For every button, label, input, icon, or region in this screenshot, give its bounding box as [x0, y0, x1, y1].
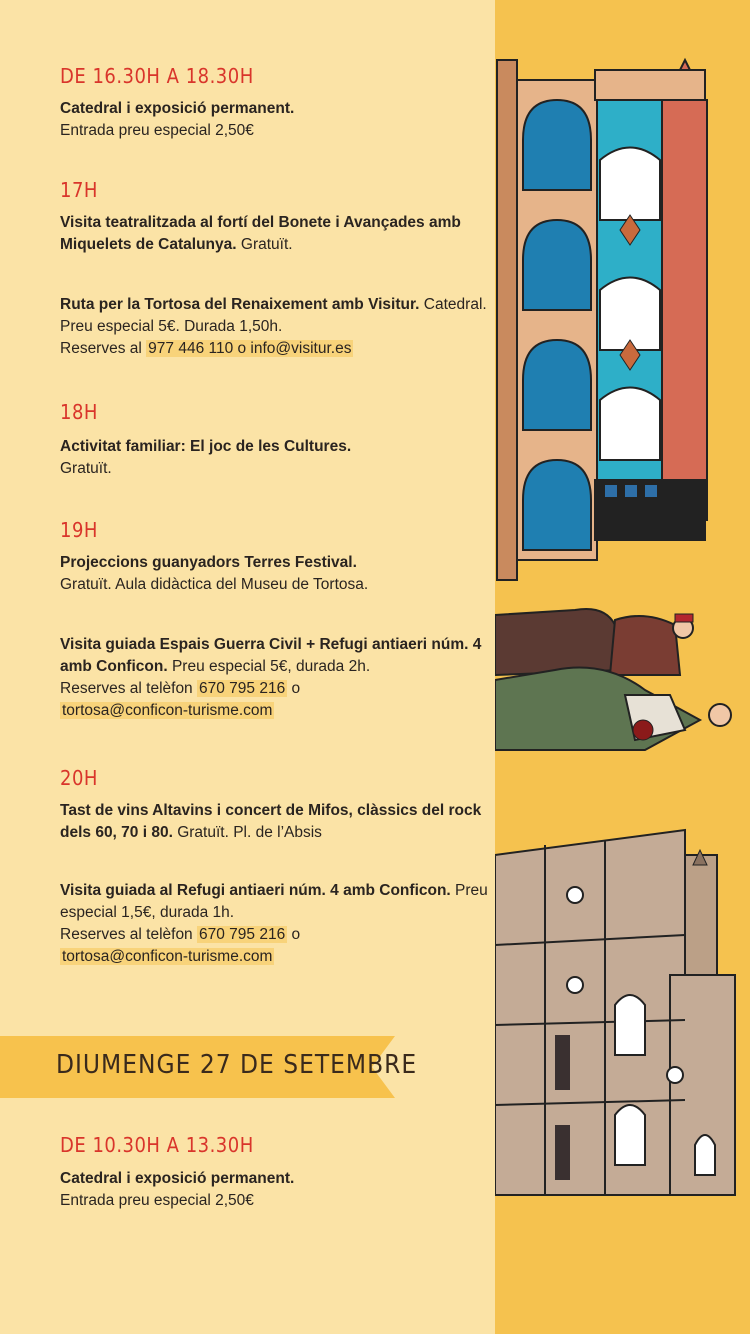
reserve-label: Reserves al telèfon	[60, 926, 193, 943]
illustration-panel	[495, 0, 750, 1334]
reserve-label: Reserves al	[60, 340, 142, 357]
event-title: Catedral i exposició permanent.	[60, 1170, 295, 1187]
event-detail: Catedral. Preu especial 5€. Durada 1,50h.	[60, 296, 487, 335]
cathedral-facade-illustration	[495, 825, 750, 1205]
event-title: Visita guiada Espais Guerra Civil + Refugi antiaeri núm. 4 amb Conficon.	[60, 636, 482, 675]
event-espais-guerra-civil	[60, 634, 490, 722]
event-detail: Entrada preu especial 2,50€	[60, 122, 254, 139]
day-banner-label: DIUMENGE 27 DE SETEMBRE	[56, 1050, 418, 1080]
event-cathedral-sunday	[60, 1168, 490, 1212]
reserve-phone[interactable]: 670 795 216	[199, 926, 286, 943]
time-slot-3: 18H	[60, 400, 98, 424]
event-refugi-antiaeri	[60, 880, 490, 968]
event-title: Catedral i exposició permanent.	[60, 100, 295, 117]
time-slot-1: DE 16.30H A 18.30H	[60, 64, 254, 88]
event-detail: Gratuït. Aula didàctica del Museu de Tortosa.	[60, 576, 369, 593]
event-title: Activitat familiar: El joc de les Cultures.	[60, 438, 352, 455]
event-detail: Gratuït. Pl. de l’Absis	[177, 824, 322, 841]
event-ruta-renaixement	[60, 294, 490, 360]
reserve-or: o	[291, 926, 301, 943]
reserve-email[interactable]: tortosa@conficon-turisme.com	[62, 948, 273, 965]
event-detail: Preu especial 5€, durada 2h.	[171, 658, 371, 675]
event-detail: Preu especial 1,5€, durada 1h.	[60, 882, 488, 921]
arcade-building-illustration	[495, 40, 750, 600]
event-detail: Entrada preu especial 2,50€	[60, 1192, 254, 1209]
reserve-contact[interactable]: 977 446 110 o info@visitur.es	[148, 340, 352, 357]
event-joc-cultures	[60, 436, 490, 480]
event-visita-teatralitzada	[60, 212, 490, 256]
event-title: Ruta per la Tortosa del Renaixement amb Visitur.	[60, 296, 420, 313]
reserve-email[interactable]: tortosa@conficon-turisme.com	[62, 702, 273, 719]
event-cathedral	[60, 98, 490, 142]
event-tast-vins	[60, 800, 490, 844]
time-slot-sunday: DE 10.30H A 13.30H	[60, 1133, 254, 1157]
event-title: Tast de vins Altavins i concert de Mifos, clàssics del rock dels 60, 70 i 80.	[60, 802, 482, 841]
event-title: Projeccions guanyadors Terres Festival.	[60, 554, 357, 571]
event-title: Visita teatralitzada al fortí del Bonete i Avançades amb Miquelets de Catalunya.	[60, 214, 461, 253]
event-projeccions	[60, 552, 490, 596]
event-title: Visita guiada al Refugi antiaeri núm. 4 amb Conficon.	[60, 882, 451, 899]
time-slot-2: 17H	[60, 178, 98, 202]
reserve-or: o	[291, 680, 301, 697]
reserve-label: Reserves al telèfon	[60, 680, 193, 697]
event-detail: Gratuït.	[60, 460, 112, 477]
time-slot-4: 19H	[60, 518, 98, 542]
event-detail: Gratuït.	[240, 236, 293, 253]
medieval-figures-illustration	[495, 600, 750, 760]
reserve-phone[interactable]: 670 795 216	[199, 680, 286, 697]
time-slot-5: 20H	[60, 766, 98, 790]
